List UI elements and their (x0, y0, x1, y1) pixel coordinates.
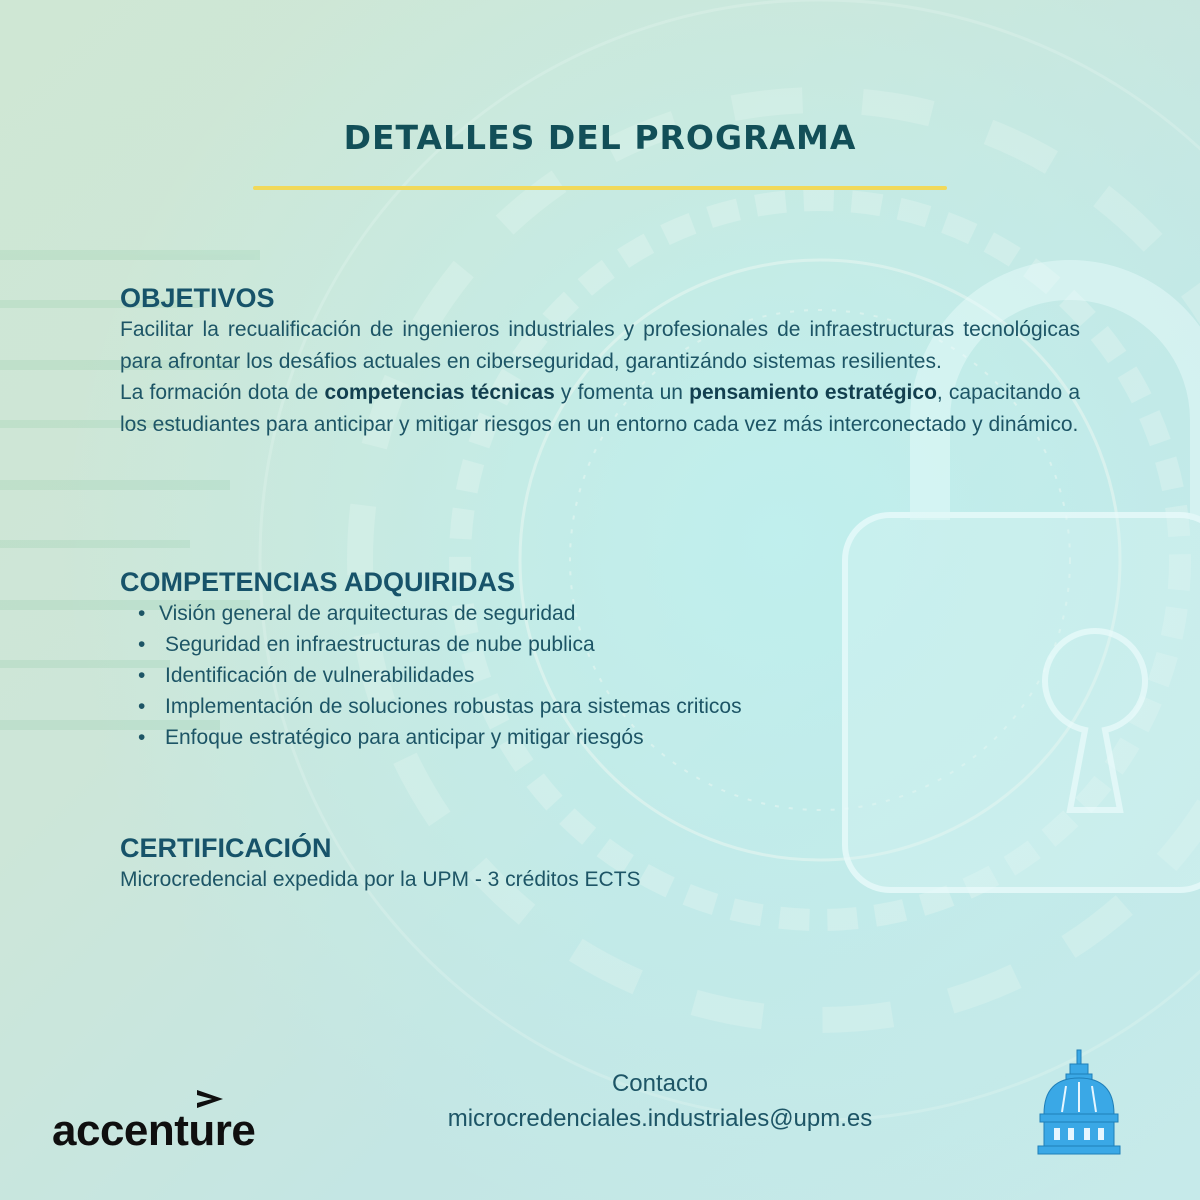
page-title: DETALLES DEL PROGRAMA (343, 118, 857, 157)
list-item: • Implementación de soluciones robustas para sistemas criticos (120, 691, 1080, 722)
objetivos-paragraph-2 (120, 377, 1080, 440)
p2-text-c: y fomenta un (554, 381, 690, 404)
p2-bold-competencias: competencias técnicas (324, 381, 555, 404)
objetivos-heading: OBJETIVOS (120, 283, 275, 313)
contact-email-link[interactable]: microcredenciales.industriales@upm.es (447, 1105, 873, 1132)
contact-block (380, 1066, 940, 1136)
list-item: • Seguridad en infraestructuras de nube publica (120, 629, 1080, 660)
list-item: • Visión general de arquitecturas de seguridad (120, 598, 1080, 629)
competencias-heading: COMPETENCIAS ADQUIRIDAS (120, 567, 516, 597)
list-item: • Enfoque estratégico para anticipar y mitigar riesgós (120, 722, 1080, 753)
p2-text-a: La formación dota de (120, 381, 325, 404)
p2-text-e: , capacitando a los estudiantes para anticipar y mitigar riesgos en un entorno cada vez más interconectado y dinámico. (120, 381, 1081, 436)
certificacion-section (120, 832, 1080, 896)
objetivos-section (120, 282, 1080, 440)
title-underline (253, 186, 947, 190)
upm-dome-logo (1036, 1048, 1122, 1158)
p2-bold-pensamiento: pensamiento estratégico (689, 381, 937, 404)
accenture-wordmark: accenture (52, 1106, 256, 1155)
contact-label: Contacto (611, 1070, 709, 1097)
competencias-list (120, 598, 1080, 753)
competencias-section (120, 566, 1080, 753)
certificacion-text: Microcredencial expedida por la UPM - 3 créditos ECTS (120, 868, 641, 891)
accenture-logo (52, 1088, 312, 1158)
list-item: • Identificación de vulnerabilidades (120, 660, 1080, 691)
objetivos-paragraph-1: Facilitar la recualificación de ingenieros industriales y profesionales de infraestructuras tecnológicas para afrontar los desáfios actuales en ciberseguridad, garantizándo sistemas resilientes. (120, 318, 1080, 373)
certificacion-heading: CERTIFICACIÓN (120, 833, 332, 863)
